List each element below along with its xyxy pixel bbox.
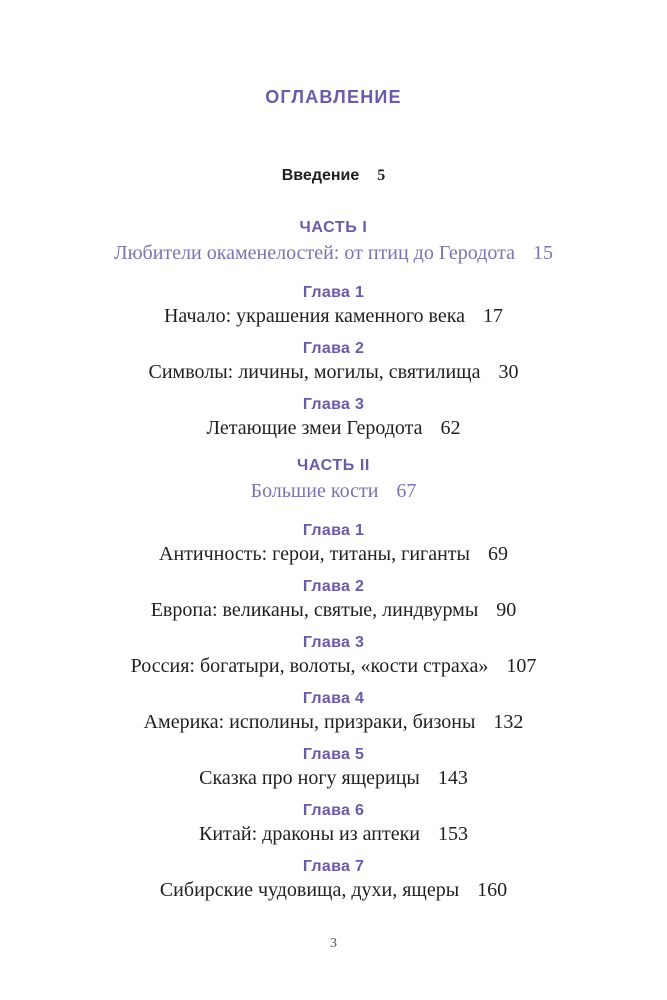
intro-label: Введение [281, 167, 360, 184]
part-page-number: 15 [532, 242, 553, 264]
chapter-entry [0, 746, 667, 789]
page-title: ОГЛАВЛЕНИЕ [265, 87, 402, 107]
chapter-entry [0, 578, 667, 621]
chapter-title [0, 361, 667, 383]
chapter-page-number: 132 [493, 711, 524, 733]
chapter-title-text: Летающие змеи Геродота [206, 417, 423, 439]
chapter-entry [0, 634, 667, 677]
chapter-title-text: Китай: драконы из аптеки [198, 823, 420, 845]
chapters-container [0, 284, 667, 439]
intro-entry [0, 166, 667, 185]
chapter-entry [0, 802, 667, 845]
chapter-title [0, 655, 667, 677]
footer-page-number: 3 [330, 936, 337, 951]
chapter-page-number: 62 [440, 417, 461, 439]
chapter-heading: Глава 1 [302, 522, 365, 539]
chapter-entry [0, 522, 667, 565]
chapter-entry [0, 690, 667, 733]
chapter-page-number: 143 [437, 767, 468, 789]
chapter-page-number: 107 [506, 655, 537, 677]
chapter-title [0, 543, 667, 565]
part-subtitle-text: Любители окаменелостей: от птиц до Геродота [114, 242, 515, 264]
part-section [0, 457, 667, 901]
part-heading: ЧАСТЬ I [299, 219, 368, 236]
chapter-entry [0, 858, 667, 901]
chapter-page-number: 69 [487, 543, 508, 565]
chapter-title-text: Сказка про ногу ящерицы [199, 767, 420, 789]
chapter-page-number: 30 [498, 361, 519, 383]
chapter-heading: Глава 7 [302, 858, 365, 875]
chapter-title [0, 767, 667, 789]
parts-container [0, 219, 667, 901]
chapter-page-number: 17 [483, 305, 504, 327]
part-subtitle [0, 480, 667, 502]
chapter-page-number: 160 [477, 879, 508, 901]
chapter-entry [0, 396, 667, 439]
chapter-title-text: Античность: герои, титаны, гиганты [159, 543, 470, 565]
chapter-heading: Глава 3 [302, 396, 365, 413]
chapter-page-number: 153 [438, 823, 468, 845]
chapter-title-text: Начало: украшения каменного века [163, 305, 466, 327]
chapter-heading: Глава 3 [302, 634, 365, 651]
chapter-heading: Глава 1 [302, 284, 365, 301]
chapter-heading: Глава 6 [302, 802, 365, 819]
chapter-title-text: Америка: исполины, призраки, бизоны [143, 711, 476, 733]
chapter-title [0, 879, 667, 901]
chapter-title-text: Сибирские чудовища, духи, ящеры [159, 879, 460, 901]
chapter-title-text: Символы: личины, могилы, святилища [148, 361, 481, 383]
chapter-entry [0, 284, 667, 327]
part-section [0, 219, 667, 439]
chapter-title-text: Россия: богатыри, волоты, «кости страха» [130, 655, 489, 677]
chapter-title [0, 599, 667, 621]
chapters-container [0, 522, 667, 901]
part-page-number: 67 [396, 480, 417, 502]
part-subtitle [0, 242, 667, 264]
chapter-title [0, 711, 667, 733]
chapter-heading: Глава 2 [302, 578, 365, 595]
chapter-entry [0, 340, 667, 383]
chapter-title [0, 823, 667, 845]
chapter-heading: Глава 2 [302, 340, 365, 357]
chapter-page-number: 90 [496, 599, 517, 621]
chapter-title [0, 417, 667, 439]
part-heading: ЧАСТЬ II [297, 457, 370, 474]
chapter-heading: Глава 5 [302, 746, 365, 763]
part-subtitle-text: Большие кости [250, 480, 379, 502]
chapter-title [0, 305, 667, 327]
intro-page-number: 5 [377, 167, 386, 184]
chapter-title-text: Европа: великаны, святые, линдвурмы [150, 599, 479, 621]
chapter-heading: Глава 4 [302, 690, 365, 707]
